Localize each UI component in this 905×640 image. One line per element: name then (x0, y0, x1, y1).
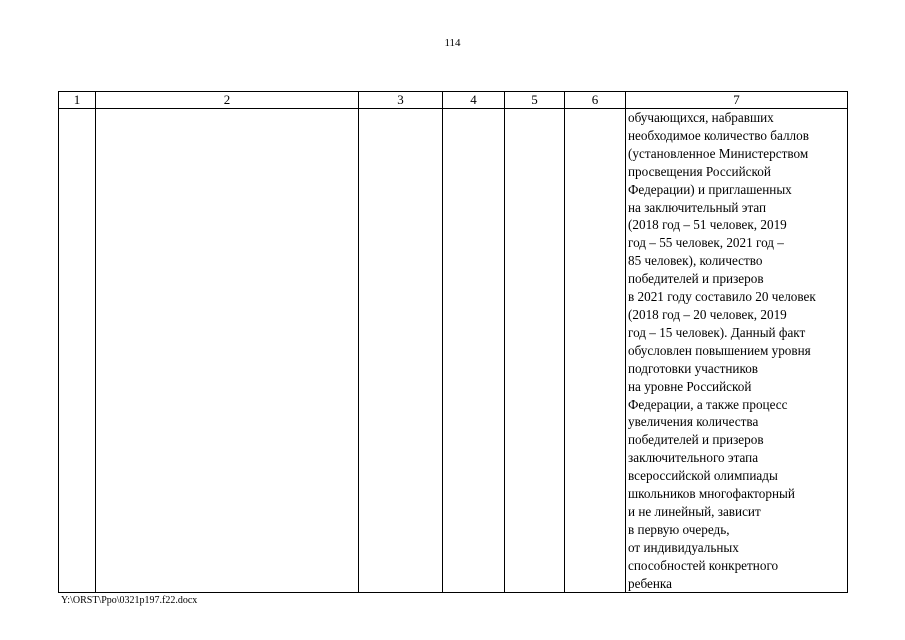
text-line: обусловлен повышением уровня (628, 342, 811, 358)
footer-file-path: Y:\ORST\Ppo\0321p197.f22.docx (61, 595, 198, 606)
page-number: 114 (444, 37, 461, 49)
text-line: (установленное Министерством (628, 145, 809, 161)
text-line: школьников многофакторный (628, 486, 795, 502)
text-line: на уровне Российской (628, 378, 752, 394)
text-line: победителей и призеров (628, 432, 764, 448)
table-cell-col-5 (505, 109, 565, 593)
document-table (58, 91, 848, 593)
column-header-5: 5 (505, 92, 565, 109)
text-line: необходимое количество баллов (628, 127, 809, 143)
column-header-1: 1 (59, 92, 96, 109)
table-cell-col-7 (626, 109, 848, 593)
table-cell-col-3 (359, 109, 443, 593)
column-header-3: 3 (359, 92, 443, 109)
column-header-7: 7 (626, 92, 848, 109)
text-line: на заключительный этап (628, 199, 767, 215)
table-cell-col-1 (59, 109, 96, 593)
text-line: победителей и призеров (628, 271, 764, 287)
column-header-2: 2 (96, 92, 359, 109)
text-line: просвещения Российской (628, 163, 771, 179)
text-line: обучающихся, набравших (628, 110, 774, 125)
column-header-6: 6 (565, 92, 626, 109)
column-header-4: 4 (443, 92, 505, 109)
text-line: способностей конкретного (628, 557, 779, 573)
table-cell-col-6 (565, 109, 626, 593)
text-line: год – 55 человек, 2021 год – (628, 235, 784, 251)
text-line: подготовки участников (628, 360, 759, 376)
text-line: Федерации, а также процесс (628, 396, 788, 412)
table-row (59, 109, 848, 593)
text-line: заключительного этапа (628, 450, 759, 466)
col7-text-block (626, 109, 847, 592)
text-line: (2018 год – 51 человек, 2019 (628, 217, 787, 233)
text-line: ребенка (628, 575, 672, 591)
text-line: всероссийской олимпиады (628, 468, 778, 484)
table-cell-col-2 (96, 109, 359, 593)
text-line: увеличения количества (628, 414, 759, 430)
text-line: (2018 год – 20 человек, 2019 (628, 306, 787, 322)
table-header-row (59, 92, 848, 109)
table-cell-col-4 (443, 109, 505, 593)
text-line: от индивидуальных (628, 539, 739, 555)
text-line: Федерации) и приглашенных (628, 181, 792, 197)
text-line: 85 человек), количество (628, 253, 763, 269)
text-line: год – 15 человек). Данный факт (628, 324, 806, 340)
text-line: в 2021 году составило 20 человек (628, 289, 816, 305)
text-line: в первую очередь, (628, 521, 730, 537)
text-line: и не линейный, зависит (628, 503, 761, 519)
